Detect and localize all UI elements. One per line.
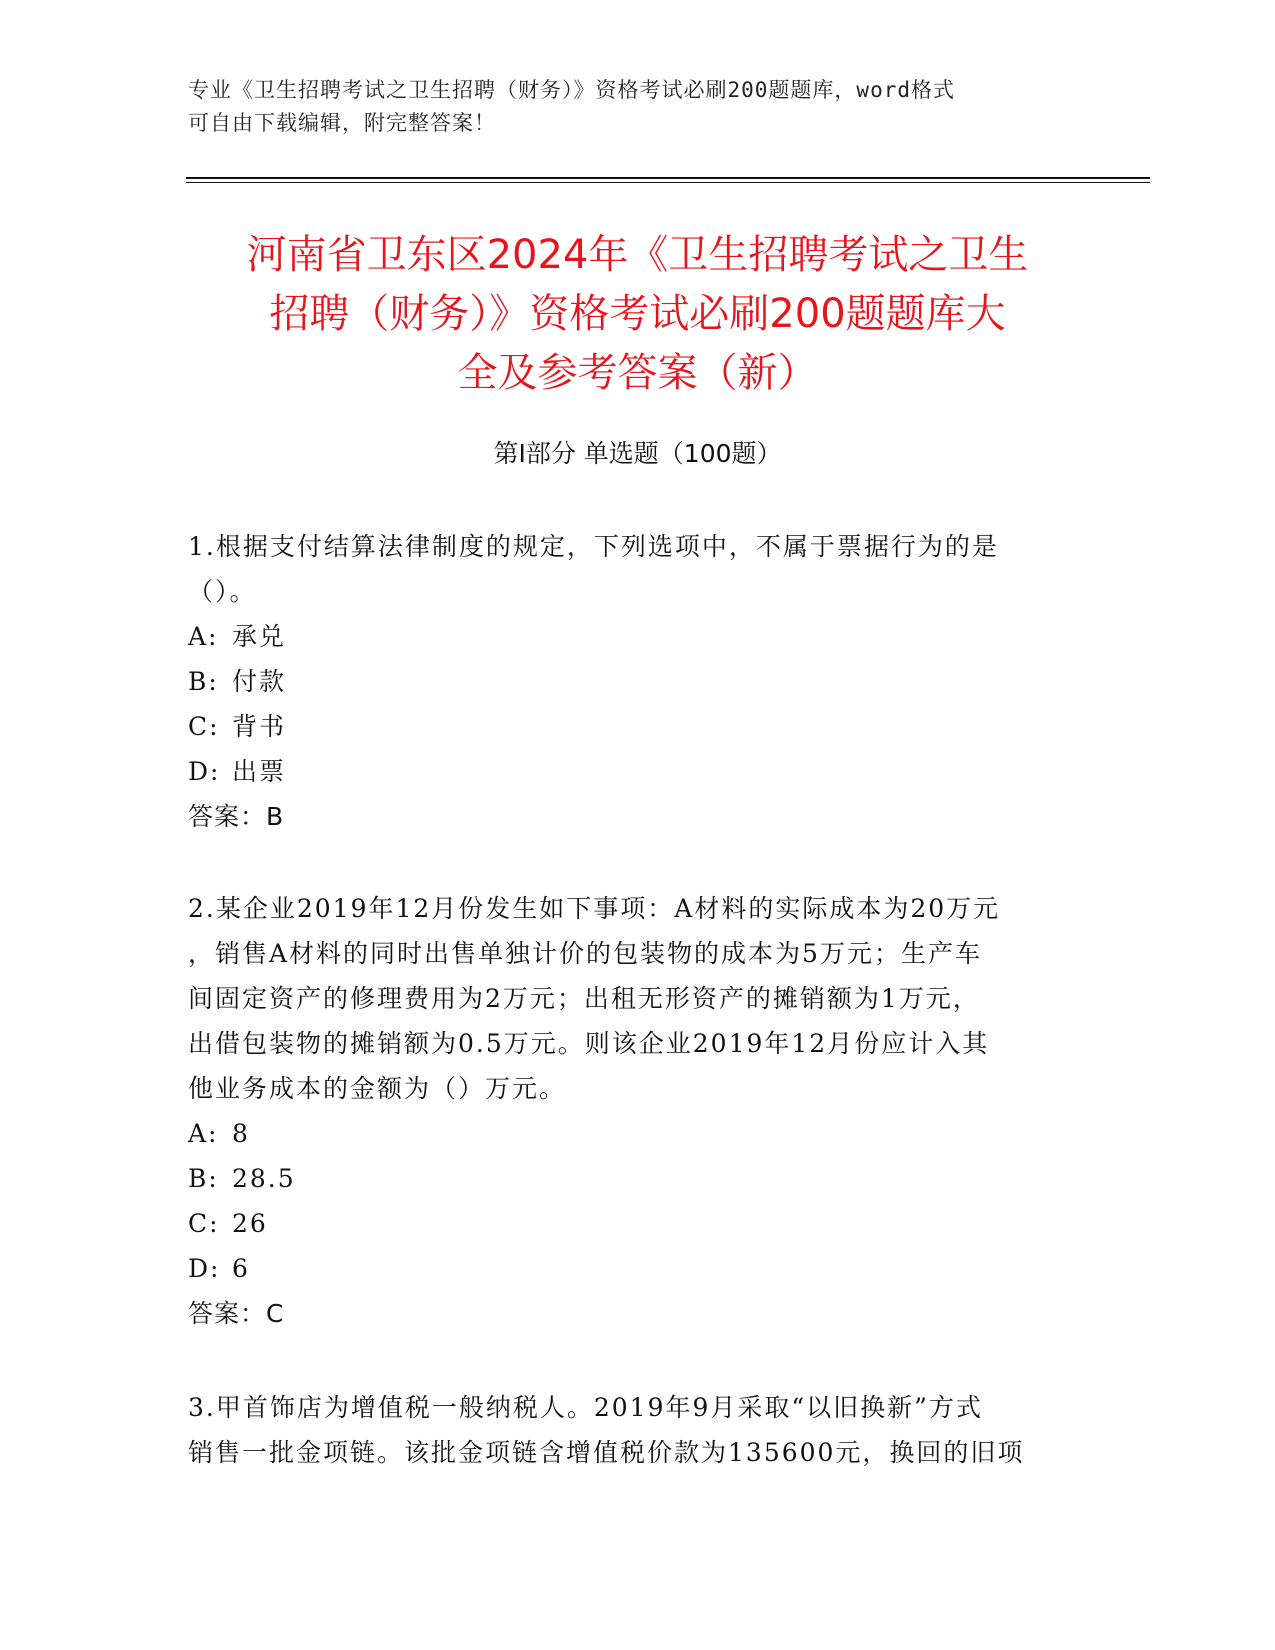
option-text: 出票: [232, 757, 287, 786]
option-key: D:: [188, 1254, 221, 1283]
question-stem-line: 他业务成本的金额为（）万元。: [188, 1074, 567, 1103]
option-b: [188, 659, 1078, 704]
option-text: 8: [232, 1119, 250, 1148]
option-a: [188, 614, 1078, 659]
option-key: C:: [188, 712, 220, 741]
section-heading: 第Ⅰ部分 单选题（100题）: [493, 439, 782, 468]
header-divider-thick: [186, 177, 1150, 179]
question-2: [188, 886, 1078, 1336]
question-stem-line: ，销售A材料的同时出售单独计价的包装物的成本为5万元；生产车: [188, 939, 982, 968]
option-c: [188, 1201, 1078, 1246]
option-text: 背书: [232, 712, 287, 741]
question-1: [188, 524, 1078, 839]
option-a: [188, 1111, 1078, 1156]
question-stem: [188, 1385, 1078, 1475]
question-stem: [188, 524, 1078, 614]
question-stem-line: （）。: [188, 577, 257, 606]
answer-line: 答案：B: [188, 802, 285, 831]
question-stem-line: 销售一批金项链。该批金项链含增值税价款为135600元，换回的旧项: [188, 1438, 1025, 1467]
option-key: B:: [188, 1164, 219, 1193]
option-key: A:: [188, 1119, 219, 1148]
question-stem-line: 3.甲首饰店为增值税一般纳税人。2019年9月采取“以旧换新”方式: [188, 1393, 983, 1422]
question-stem-line: 出借包装物的摊销额为0.5万元。则该企业2019年12月份应计入其: [188, 1029, 990, 1058]
question-stem-line: 1.根据支付结算法律制度的规定，下列选项中，不属于票据行为的是: [188, 532, 999, 561]
document-title-line: 招聘（财务）》资格考试必刷200题题库大: [269, 291, 1006, 337]
question-stem: [188, 886, 1078, 1111]
header-note-line: 可自由下载编辑，附完整答案！: [188, 111, 496, 135]
option-d: [188, 1246, 1078, 1291]
question-stem-line: 间固定资产的修理费用为2万元；出租无形资产的摊销额为1万元，: [188, 984, 980, 1013]
answer-line: 答案：C: [188, 1299, 285, 1328]
option-text: 6: [232, 1254, 250, 1283]
option-text: 28.5: [232, 1164, 296, 1193]
option-text: 付款: [232, 667, 287, 696]
option-key: D:: [188, 757, 221, 786]
option-d: [188, 749, 1078, 794]
header-note: [188, 74, 1068, 140]
header-divider-thin: [186, 182, 1150, 183]
option-c: [188, 704, 1078, 749]
header-note-line: 专业《卫生招聘考试之卫生招聘（财务）》资格考试必刷200题题库，word格式: [188, 78, 955, 102]
option-b: [188, 1156, 1078, 1201]
option-key: B:: [188, 667, 219, 696]
question-stem-line: 2.某企业2019年12月份发生如下事项：A材料的实际成本为20万元: [188, 894, 1001, 923]
option-text: 26: [232, 1209, 268, 1238]
document-title-line: 全及参考答案（新）: [457, 350, 818, 396]
option-key: A:: [188, 622, 219, 651]
option-text: 承兑: [232, 622, 287, 651]
document-title-line: 河南省卫东区2024年《卫生招聘考试之卫生: [246, 232, 1029, 278]
question-3: [188, 1385, 1078, 1475]
option-key: C:: [188, 1209, 220, 1238]
document-title: [180, 226, 1095, 403]
